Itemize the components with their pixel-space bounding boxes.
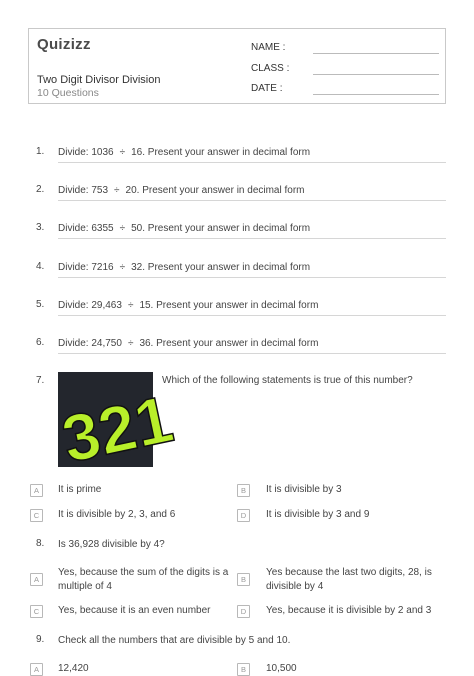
question-text [58,300,318,311]
option-c-text[interactable]: It is divisible by 2, 3, and 6 [58,509,176,520]
option-d-marker[interactable]: D [237,605,250,618]
answer-line[interactable] [58,162,446,163]
question-text [58,262,310,273]
question-divisor-instructions: 15. Present your answer in decimal form [139,300,319,311]
number-321-image [55,372,179,477]
question-number: 9. [36,634,45,645]
option-b-text[interactable]: 10,500 [266,663,297,674]
name-field[interactable] [313,53,439,54]
option-d-marker[interactable]: D [237,509,250,522]
question-number: 4. [36,261,45,272]
class-field[interactable] [313,74,439,75]
image-digits: 321 [55,381,179,477]
divide-sign-icon: ÷ [119,223,126,234]
question-text [58,223,310,234]
divide-sign-icon: ÷ [127,338,134,349]
worksheet-header [28,28,446,104]
answer-line[interactable] [58,238,446,239]
answer-line[interactable] [58,277,446,278]
option-a-text[interactable]: 12,420 [58,663,89,674]
question-text: Check all the numbers that are divisible by 5 and 10. [58,635,291,646]
option-b-line-1: Yes because the last two digits, 28, is [266,567,432,578]
name-label: NAME : [251,42,286,53]
question-divisor-instructions: 50. Present your answer in decimal form [131,223,311,234]
divide-sign-icon: ÷ [119,147,126,158]
worksheet-title: Two Digit Divisor Division [37,74,161,86]
question-text [58,338,318,349]
question-divisor-instructions: 36. Present your answer in decimal form [139,338,319,349]
question-number: 2. [36,184,45,195]
question-count: 10 Questions [37,87,99,99]
question-number: 3. [36,222,45,233]
option-a-text[interactable] [58,566,228,594]
quizizz-logo: Quizizz [37,36,91,53]
divide-sign-icon: ÷ [119,262,126,273]
option-c-marker[interactable]: C [30,605,43,618]
question-number: 7. [36,375,45,386]
question-dividend: Divide: 24,750 [58,338,122,349]
option-d-text[interactable]: It is divisible by 3 and 9 [266,509,370,520]
option-b-marker[interactable]: B [237,663,250,676]
option-b-marker[interactable]: B [237,484,250,497]
question-number: 6. [36,337,45,348]
question-dividend: Divide: 1036 [58,147,114,158]
question-text [58,147,310,158]
date-label: DATE : [251,83,283,94]
answer-line[interactable] [58,315,446,316]
class-label: CLASS : [251,63,290,74]
question-number: 5. [36,299,45,310]
question-number: 8. [36,538,45,549]
question-text: Which of the following statements is true of this number? [162,375,413,386]
divide-sign-icon: ÷ [114,185,120,196]
question-dividend: Divide: 6355 [58,223,114,234]
date-field[interactable] [313,94,439,95]
option-a-marker[interactable]: A [30,663,43,676]
question-dividend: Divide: 29,463 [58,300,122,311]
question-dividend: Divide: 753 [58,185,109,196]
answer-line[interactable] [58,200,446,201]
question-dividend: Divide: 7216 [58,262,114,273]
option-a-line-2: multiple of 4 [58,581,112,592]
question-divisor-instructions: 16. Present your answer in decimal form [131,147,311,158]
divide-sign-icon: ÷ [127,300,134,311]
question-divisor-instructions: 32. Present your answer in decimal form [131,262,311,273]
option-b-marker[interactable]: B [237,573,250,586]
option-d-text[interactable]: Yes, because it is divisible by 2 and 3 [266,605,432,616]
option-b-line-2: divisible by 4 [266,581,324,592]
option-b-text[interactable] [266,566,432,594]
option-a-text[interactable]: It is prime [58,484,102,495]
question-divisor-instructions: 20. Present your answer in decimal form [125,185,305,196]
question-text: Is 36,928 divisible by 4? [58,539,165,550]
option-c-text[interactable]: Yes, because it is an even number [58,605,211,616]
question-text [58,185,305,196]
number-321-graphic [55,372,179,477]
option-a-marker[interactable]: A [30,573,43,586]
option-c-marker[interactable]: C [30,509,43,522]
option-b-text[interactable]: It is divisible by 3 [266,484,342,495]
question-number: 1. [36,146,45,157]
option-a-line-1: Yes, because the sum of the digits is a [58,567,229,578]
answer-line[interactable] [58,353,446,354]
option-a-marker[interactable]: A [30,484,43,497]
